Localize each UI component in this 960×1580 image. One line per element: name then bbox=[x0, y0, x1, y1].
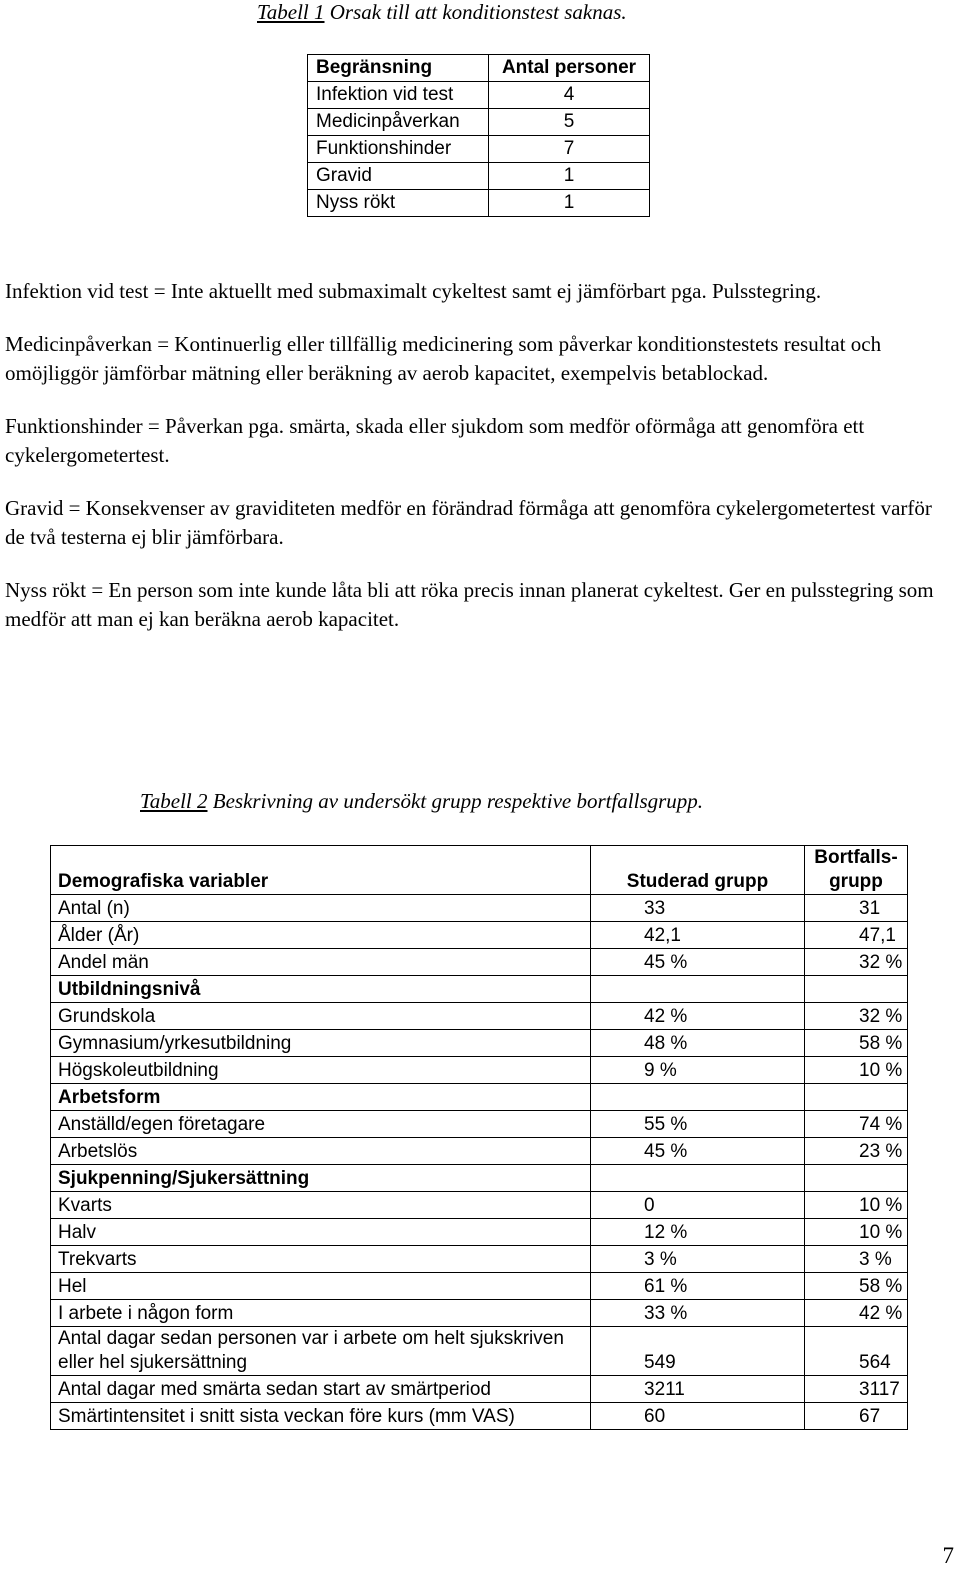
table2-cell: Trekvarts bbox=[51, 1246, 591, 1273]
table1-cell: 1 bbox=[489, 190, 650, 217]
table1-cell: Nyss rökt bbox=[308, 190, 489, 217]
table1 bbox=[307, 54, 650, 217]
table1-caption bbox=[257, 0, 627, 25]
table1-header-cell: Begränsning bbox=[308, 55, 489, 82]
table2-cell bbox=[805, 976, 908, 1003]
table1-cell: 5 bbox=[489, 109, 650, 136]
table2-cell: 47,1 bbox=[805, 922, 908, 949]
table2-header-cell: Studerad grupp bbox=[591, 846, 805, 895]
definition-paragraph: Nyss rökt = En person som inte kunde låta bli att röka precis innan planerat cykeltest. Ger en pulsstegring som medför att man ej kan beräkna aerob kapacitet. bbox=[5, 578, 934, 631]
table2-cell: 9 % bbox=[591, 1057, 805, 1084]
table2-cell: 10 % bbox=[805, 1057, 908, 1084]
table2-cell bbox=[591, 976, 805, 1003]
table2-row bbox=[51, 895, 908, 922]
table2-row bbox=[51, 949, 908, 976]
table2-cell: 74 % bbox=[805, 1111, 908, 1138]
table2-cell: Arbetslös bbox=[51, 1138, 591, 1165]
table2-caption-text: Beskrivning av undersökt grupp respektive bortfallsgrupp. bbox=[207, 789, 704, 813]
table2-cell: 61 % bbox=[591, 1273, 805, 1300]
table2-cell bbox=[591, 1084, 805, 1111]
table2-cell: 10 % bbox=[805, 1219, 908, 1246]
table2-cell: 32 % bbox=[805, 1003, 908, 1030]
table1-caption-text: Orsak till att konditionstest saknas. bbox=[324, 0, 627, 24]
table2-cell: 42 % bbox=[591, 1003, 805, 1030]
table2-section-heading: Arbetsform bbox=[51, 1084, 591, 1111]
table2-header-cell: Demografiska variabler bbox=[51, 846, 591, 895]
table1-row bbox=[308, 109, 650, 136]
definition-paragraph: Infektion vid test = Inte aktuellt med submaximalt cykeltest samt ej jämförbart pga. Pulsstegring. bbox=[5, 279, 822, 303]
table2-cell: 549 bbox=[591, 1327, 805, 1376]
table2-cell: Antal (n) bbox=[51, 895, 591, 922]
table2 bbox=[50, 845, 908, 1430]
table2-cell: Ålder (År) bbox=[51, 922, 591, 949]
table2-cell: 67 bbox=[805, 1403, 908, 1430]
table1-header-row bbox=[308, 55, 650, 82]
definition-paragraph: Funktionshinder = Påverkan pga. smärta, skada eller sjukdom som medför oförmåga att genomföra ett cykelergometertest. bbox=[5, 414, 865, 467]
table2-cell: Gymnasium/yrkesutbildning bbox=[51, 1030, 591, 1057]
definitions bbox=[5, 277, 950, 658]
table2-cell: 32 % bbox=[805, 949, 908, 976]
table2-cell: 58 % bbox=[805, 1273, 908, 1300]
table2-cell: I arbete i någon form bbox=[51, 1300, 591, 1327]
table1-cell: Gravid bbox=[308, 163, 489, 190]
table2-row bbox=[51, 1030, 908, 1057]
table2-row bbox=[51, 1057, 908, 1084]
table1-cell: Funktionshinder bbox=[308, 136, 489, 163]
table2-cell: Anställd/egen företagare bbox=[51, 1111, 591, 1138]
table1-row bbox=[308, 163, 650, 190]
table1-cell: Infektion vid test bbox=[308, 82, 489, 109]
table2-cell: 58 % bbox=[805, 1030, 908, 1057]
table2-cell: 45 % bbox=[591, 949, 805, 976]
table2-row bbox=[51, 1192, 908, 1219]
table2-row bbox=[51, 1219, 908, 1246]
table2-cell: Hel bbox=[51, 1273, 591, 1300]
table2-cell: Antal dagar med smärta sedan start av smärtperiod bbox=[51, 1376, 591, 1403]
table2-cell: 48 % bbox=[591, 1030, 805, 1057]
table2-row bbox=[51, 1246, 908, 1273]
table2-cell: 55 % bbox=[591, 1111, 805, 1138]
table1-cell: Medicinpåverkan bbox=[308, 109, 489, 136]
definition-paragraph: Medicinpåverkan = Kontinuerlig eller tillfällig medicinering som påverkar konditionstestets resultat och omöjliggör jämförbar mätning eller beräkning av aerob kapacitet, exempelvis betablockad. bbox=[5, 332, 882, 385]
table2-cell: 31 bbox=[805, 895, 908, 922]
table2-cell: Smärtintensitet i snitt sista veckan före kurs (mm VAS) bbox=[51, 1403, 591, 1430]
table2-cell: 3211 bbox=[591, 1376, 805, 1403]
table2-row bbox=[51, 1376, 908, 1403]
table2-header-row bbox=[51, 846, 908, 895]
table2-cell: 60 bbox=[591, 1403, 805, 1430]
table2-row bbox=[51, 922, 908, 949]
table2-cell: 3 % bbox=[805, 1246, 908, 1273]
table2-cell bbox=[805, 1165, 908, 1192]
table1-caption-label: Tabell 1 bbox=[257, 0, 325, 24]
table2-cell: 42 % bbox=[805, 1300, 908, 1327]
table2-cell: 0 bbox=[591, 1192, 805, 1219]
table2-cell: 42,1 bbox=[591, 922, 805, 949]
table2-row bbox=[51, 1403, 908, 1430]
table1-header-cell: Antal personer bbox=[489, 55, 650, 82]
table2-row bbox=[51, 1300, 908, 1327]
table2-row bbox=[51, 1138, 908, 1165]
table2-cell: Grundskola bbox=[51, 1003, 591, 1030]
table1-row bbox=[308, 190, 650, 217]
table2-section-heading: Sjukpenning/Sjukersättning bbox=[51, 1165, 591, 1192]
table1-row bbox=[308, 82, 650, 109]
table2-caption-label: Tabell 2 bbox=[140, 789, 208, 813]
table2-section-row bbox=[51, 976, 908, 1003]
table2-cell: 23 % bbox=[805, 1138, 908, 1165]
table2-caption bbox=[140, 789, 703, 814]
table1-cell: 1 bbox=[489, 163, 650, 190]
table1-row bbox=[308, 136, 650, 163]
definition-paragraph: Gravid = Konsekvenser av graviditeten medför en förändrad förmåga att genomföra cykelergometertest varför de två testerna ej blir jämförbara. bbox=[5, 496, 932, 549]
table2-cell: Halv bbox=[51, 1219, 591, 1246]
table2-row bbox=[51, 1003, 908, 1030]
table1-cell: 4 bbox=[489, 82, 650, 109]
table2-cell bbox=[805, 1084, 908, 1111]
table2-section-row bbox=[51, 1084, 908, 1111]
table2-cell: Högskoleutbildning bbox=[51, 1057, 591, 1084]
table2-cell: 12 % bbox=[591, 1219, 805, 1246]
table2-row bbox=[51, 1327, 908, 1376]
table2-cell: 33 bbox=[591, 895, 805, 922]
table2-cell: Andel män bbox=[51, 949, 591, 976]
table2-cell: Antal dagar sedan personen var i arbete om helt sjukskriven eller hel sjukersättning bbox=[51, 1327, 591, 1376]
table1-cell: 7 bbox=[489, 136, 650, 163]
page-number: 7 bbox=[942, 1543, 954, 1568]
table2-cell: Kvarts bbox=[51, 1192, 591, 1219]
table2-cell bbox=[591, 1165, 805, 1192]
table2-cell: 3117 bbox=[805, 1376, 908, 1403]
table2-cell: 45 % bbox=[591, 1138, 805, 1165]
table2-cell: 3 % bbox=[591, 1246, 805, 1273]
table2-row bbox=[51, 1273, 908, 1300]
table2-cell: 33 % bbox=[591, 1300, 805, 1327]
table2-row bbox=[51, 1111, 908, 1138]
table2-cell: 564 bbox=[805, 1327, 908, 1376]
table2-cell: 10 % bbox=[805, 1192, 908, 1219]
table2-section-row bbox=[51, 1165, 908, 1192]
table2-section-heading: Utbildningsnivå bbox=[51, 976, 591, 1003]
table2-header-cell: Bortfalls-grupp bbox=[805, 846, 908, 895]
